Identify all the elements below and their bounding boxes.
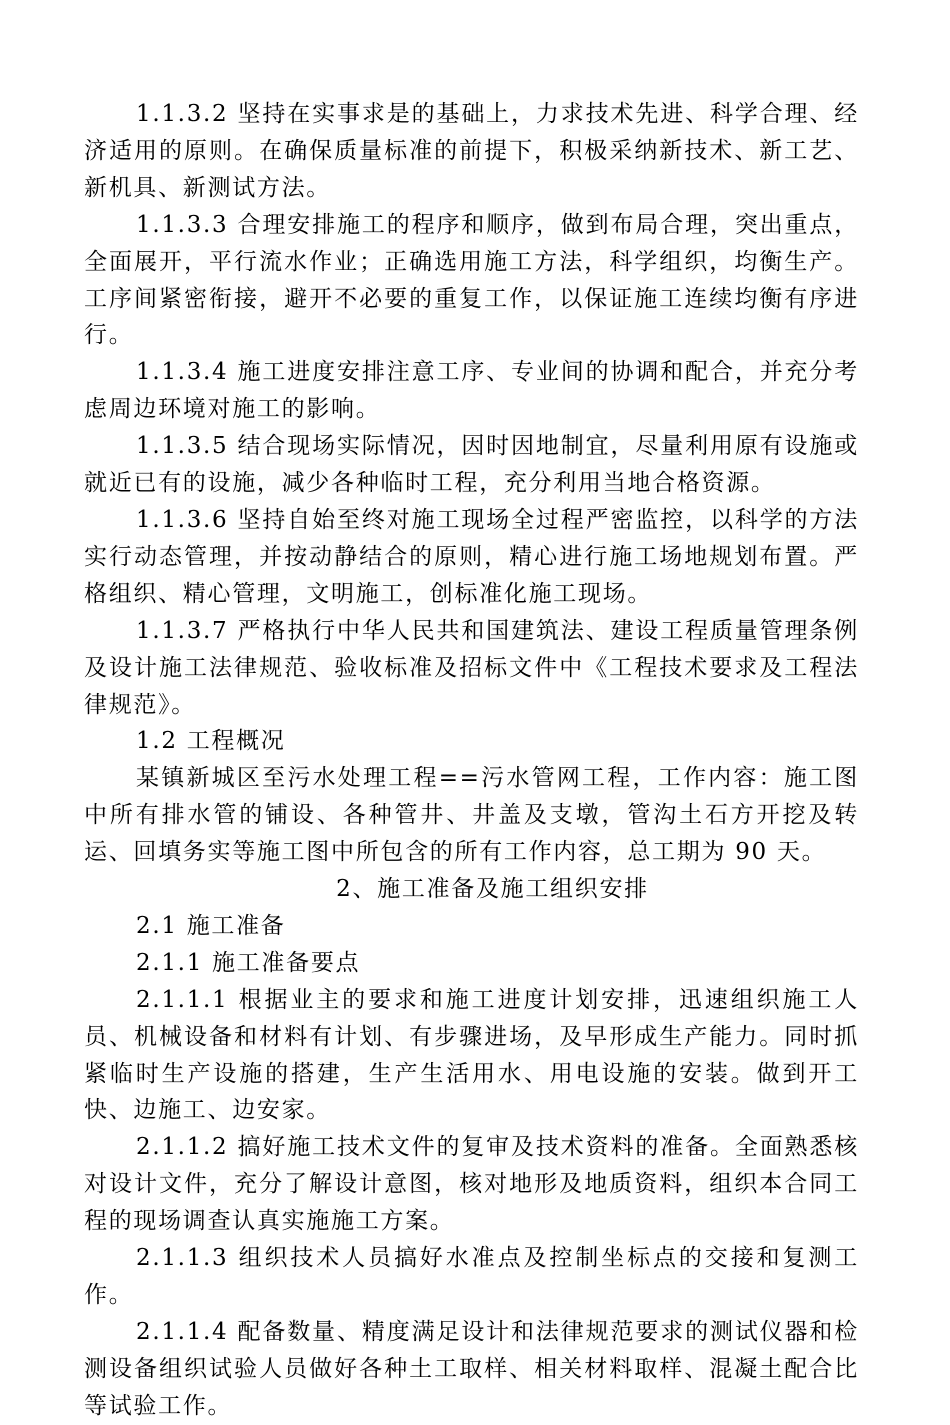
paragraph-1-1-3-6: 1.1.3.6 坚持自始至终对施工现场全过程严密监控，以科学的方法实行动态管理，并按动静结合的原则，精心进行施工场地规划布置。严格组织、精心管理，文明施工，创标准化施工现场。 xyxy=(84,506,859,607)
paragraph-1-1-3-3: 1.1.3.3 合理安排施工的程序和顺序，做到布局合理，突出重点，全面展开，平行流水作业；正确选用施工方法，科学组织，均衡生产。工序间紧密衔接，避开不必要的重复工作，以保证施工连续均衡有序进行。 xyxy=(84,211,859,349)
subheading-2-1-1: 2.1.1 施工准备要点 xyxy=(136,949,361,976)
paragraph-project-overview: 某镇新城区至污水处理工程==污水管网工程，工作内容：施工图中所有排水管的铺设、各种管井、井盖及支墩，管沟土石方开挖及转运、回填务实等施工图中所包含的所有工作内容，总工期为 90 天。 xyxy=(84,765,859,866)
document-page xyxy=(84,96,859,1425)
paragraph-1-1-3-7: 1.1.3.7 严格执行中华人民共和国建筑法、建设工程质量管理条例及设计施工法律规范、验收标准及招标文件中《工程技术要求及工程法律规范》。 xyxy=(84,617,859,718)
paragraph-1-1-3-5: 1.1.3.5 结合现场实际情况，因时因地制宜，尽量利用原有设施或就近已有的设施，减少各种临时工程，充分利用当地合格资源。 xyxy=(84,433,859,497)
paragraph-1-1-3-2: 1.1.3.2 坚持在实事求是的基础上，力求技术先进、科学合理、经济适用的原则。在确保质量标准的前提下，积极采纳新技术、新工艺、新机具、新测试方法。 xyxy=(84,101,859,201)
paragraph-2-1-1-4: 2.1.1.4 配备数量、精度满足设计和法律规范要求的测试仪器和检测设备组织试验人员做好各种土工取样、相关材料取样、混凝土配合比等试验工作。 xyxy=(84,1318,859,1419)
paragraph-2-1-1-2: 2.1.1.2 搞好施工技术文件的复审及技术资料的准备。全面熟悉核对设计文件，充分了解设计意图，核对地形及地质资料，组织本合同工程的现场调查认真实施施工方案。 xyxy=(84,1134,859,1235)
paragraph-1-1-3-4: 1.1.3.4 施工进度安排注意工序、专业间的协调和配合，并充分考虑周边环境对施工的影响。 xyxy=(84,359,859,423)
subheading-2-1: 2.1 施工准备 xyxy=(136,912,286,939)
paragraph-2-1-1-1: 2.1.1.1 根据业主的要求和施工进度计划安排，迅速组织施工人员、机械设备和材料有计划、有步骤进场，及早形成生产能力。同时抓紧临时生产设施的搭建，生产生活用水、用电设施的安装。做到开工快、边施工、边安家。 xyxy=(84,986,859,1124)
section-heading: 2、施工准备及施工组织安排 xyxy=(336,876,649,903)
paragraph-2-1-1-3: 2.1.1.3 组织技术人员搞好水准点及控制坐标点的交接和复测工作。 xyxy=(84,1245,859,1308)
subheading-1-2: 1.2 工程概况 xyxy=(136,728,286,755)
